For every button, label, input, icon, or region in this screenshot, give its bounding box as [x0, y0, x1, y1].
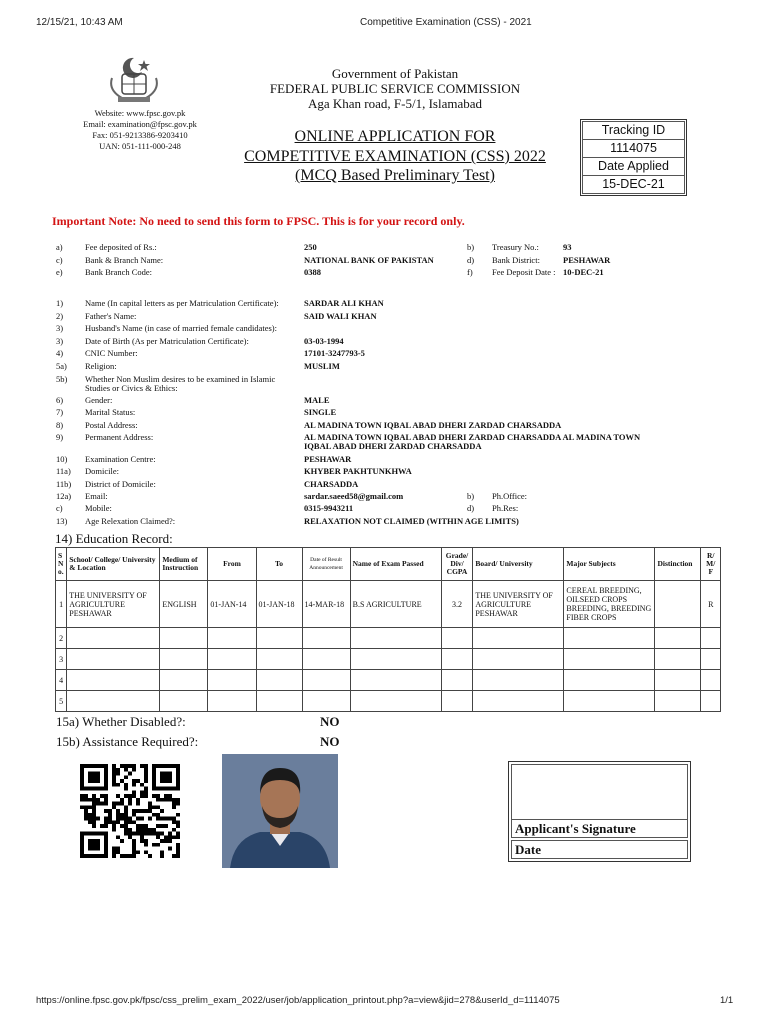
table-cell: 5 [56, 691, 67, 712]
field-key: 8) [56, 420, 64, 430]
table-cell: 2 [56, 628, 67, 649]
field-row [0, 432, 768, 451]
table-cell [564, 670, 655, 691]
fee-row [0, 255, 768, 265]
disabled-value: NO [320, 714, 340, 729]
table-cell [67, 628, 160, 649]
fee-key2: d) [467, 255, 475, 265]
table-cell [473, 691, 564, 712]
fee-row [0, 267, 768, 277]
gov-line3: Aga Khan road, F-5/1, Islamabad [307, 96, 482, 111]
assistance-value: NO [320, 734, 340, 749]
field-label2: Ph.Office: [492, 491, 528, 501]
table-cell [208, 691, 256, 712]
field-value: KHYBER PAKHTUNKHWA [304, 466, 412, 476]
table-cell [701, 670, 721, 691]
field-key2: b) [467, 491, 475, 501]
table-cell [564, 649, 655, 670]
table-cell [655, 649, 701, 670]
gov-line2: FEDERAL PUBLIC SERVICE COMMISSION [269, 81, 521, 96]
date-applied: 15-DEC-21 [582, 176, 685, 194]
print-page-title: Competitive Examination (CSS) - 2021 [360, 17, 532, 28]
field-label: Date of Birth (As per Matriculation Certificate): [85, 336, 249, 346]
field-row [0, 516, 768, 526]
education-table [55, 547, 721, 712]
table-cell [350, 691, 441, 712]
field-row [0, 466, 768, 476]
table-cell [208, 670, 256, 691]
field-key: 6) [56, 395, 64, 405]
signature-label: Applicant's Signature [511, 820, 688, 838]
signature-box [508, 761, 691, 862]
field-key: 2) [56, 311, 64, 321]
table-cell [350, 649, 441, 670]
table-cell [441, 670, 473, 691]
table-cell [564, 628, 655, 649]
table-cell [67, 691, 160, 712]
table-cell [473, 628, 564, 649]
field-value: RELAXATION NOT CLAIMED (WITHIN AGE LIMITS) [304, 516, 519, 526]
field-value: sardar.saeed58@gmail.com [304, 491, 404, 501]
fee-key2: b) [467, 242, 475, 252]
fee-key2: f) [467, 267, 473, 277]
table-cell [441, 649, 473, 670]
title-line1: ONLINE APPLICATION FOR [294, 128, 496, 145]
uan: UAN: 051-111-000-248 [99, 141, 181, 151]
field-value: SARDAR ALI KHAN [304, 298, 384, 308]
fee-key: e) [56, 267, 63, 277]
field-key: 11a) [56, 466, 71, 476]
table-cell [160, 670, 208, 691]
field-key: 12a) [56, 491, 72, 501]
field-row [0, 298, 768, 308]
education-heading: 14) Education Record: [55, 531, 173, 546]
col-school: School/ College/ University & Location [67, 548, 160, 581]
field-value: MALE [304, 395, 330, 405]
table-cell [473, 649, 564, 670]
title-line2: COMPETITIVE EXAMINATION (CSS) 2022 [244, 148, 546, 165]
field-label: Email: [85, 491, 108, 501]
col-exam: Name of Exam Passed [350, 548, 441, 581]
website: Website: www.fpsc.gov.pk [94, 108, 186, 118]
table-cell [350, 670, 441, 691]
table-row [56, 649, 721, 670]
field-value: SAID WALI KHAN [304, 311, 377, 321]
col-rmf: R/ M/ F [701, 548, 721, 581]
table-row [56, 691, 721, 712]
field-key: 3) [56, 336, 64, 346]
table-cell [256, 628, 302, 649]
table-row [56, 581, 721, 628]
field-row [0, 374, 768, 393]
field-key: 4) [56, 348, 64, 358]
table-cell [302, 691, 350, 712]
table-cell: B.S AGRICULTURE [350, 581, 441, 628]
tracking-id: 1114075 [582, 140, 685, 158]
table-cell [208, 649, 256, 670]
col-sno: S N o. [56, 548, 67, 581]
col-medium: Medium of Instruction [160, 548, 208, 581]
table-row [56, 670, 721, 691]
table-cell [160, 649, 208, 670]
field-row [0, 311, 768, 321]
field-value: 17101-3247793-5 [304, 348, 365, 358]
field-key: 3) [56, 323, 64, 333]
field-row [0, 479, 768, 489]
field-row [0, 407, 768, 417]
table-cell: THE UNIVERSITY OF AGRICULTURE PESHAWAR [67, 581, 160, 628]
table-cell [256, 670, 302, 691]
col-from: From [208, 548, 256, 581]
field-key2: d) [467, 503, 475, 513]
col-distinction: Distinction [655, 548, 701, 581]
field-row [0, 503, 768, 513]
field-key: 7) [56, 407, 64, 417]
table-cell: 4 [56, 670, 67, 691]
tracking-box [580, 119, 687, 196]
field-label: Father's Name: [85, 311, 137, 321]
print-datetime: 12/15/21, 10:43 AM [36, 17, 123, 28]
title-line3: (MCQ Based Preliminary Test) [295, 167, 495, 184]
fee-row [0, 242, 768, 252]
table-cell [564, 691, 655, 712]
fee-value2: PESHAWAR [563, 255, 611, 265]
fee-key: c) [56, 255, 63, 265]
fee-label: Fee deposited of Rs.: [85, 242, 157, 252]
fee-label2: Fee Deposit Date : [492, 267, 556, 277]
table-cell [701, 628, 721, 649]
field-row [0, 395, 768, 405]
table-cell: THE UNIVERSITY OF AGRICULTURE PESHAWAR [473, 581, 564, 628]
field-label: Postal Address: [85, 420, 138, 430]
print-page-count: 1/1 [720, 995, 734, 1006]
table-cell [67, 649, 160, 670]
table-cell [302, 670, 350, 691]
fee-label: Bank & Branch Name: [85, 255, 164, 265]
field-key: 11b) [56, 479, 72, 489]
table-cell [655, 581, 701, 628]
assistance-label: 15b) Assistance Required?: [56, 734, 199, 749]
table-cell [302, 649, 350, 670]
fee-value: NATIONAL BANK OF PAKISTAN [304, 255, 434, 265]
field-row [0, 491, 768, 501]
field-value: AL MADINA TOWN IQBAL ABAD DHERI ZARDAD CHARSADDA [304, 420, 562, 430]
table-cell [655, 670, 701, 691]
gov-line1: Government of Pakistan [331, 66, 459, 81]
field-value: CHARSADDA [304, 479, 359, 489]
tracking-id-label: Tracking ID [582, 121, 685, 140]
field-row [0, 361, 768, 371]
field-label: Mobile: [85, 503, 112, 513]
field-key: c) [56, 503, 63, 513]
table-cell [302, 628, 350, 649]
col-board: Board/ University [473, 548, 564, 581]
table-cell [208, 628, 256, 649]
col-grade: Grade/ Div/ CGPA [441, 548, 473, 581]
field-value: MUSLIM [304, 361, 340, 371]
field-value: SINGLE [304, 407, 337, 417]
field-label: Whether Non Muslim desires to be examined in Islamic [85, 374, 276, 384]
print-url: https://online.fpsc.gov.pk/fpsc/css_prelim_exam_2022/user/job/application_printout.php?a=view&jid=278&userId_d=1114075 [36, 995, 560, 1006]
field-value-cont: IQBAL ABAD DHERI ZARDAD CHARSADDA [304, 441, 482, 451]
field-key: 5b) [56, 374, 68, 384]
signature-area [511, 764, 688, 820]
col-result-date: Date of Result Announcement [302, 548, 350, 581]
field-label: CNIC Number: [85, 348, 138, 358]
field-value: AL MADINA TOWN IQBAL ABAD DHERI ZARDAD CHARSADDA AL MADINA TOWN [304, 432, 641, 442]
fee-label2: Bank District: [492, 255, 540, 265]
table-cell [655, 628, 701, 649]
fee-label2: Treasury No.: [492, 242, 539, 252]
field-value: 0315-9943211 [304, 503, 354, 513]
field-label: Name (In capital letters as per Matriculation Certificate): [85, 298, 279, 308]
applicant-photo [222, 754, 338, 868]
table-cell [441, 628, 473, 649]
table-cell [701, 691, 721, 712]
fee-value2: 93 [563, 242, 572, 252]
field-label: Examination Centre: [85, 454, 156, 464]
field-row [0, 420, 768, 430]
field-label-cont: Studies or Civics & Ethics: [85, 383, 178, 393]
field-label: Age Relexation Claimed?: [85, 516, 176, 526]
table-cell [473, 670, 564, 691]
field-label: Domicile: [85, 466, 119, 476]
field-value: 03-03-1994 [304, 336, 344, 346]
field-key: 9) [56, 432, 64, 442]
table-cell: 14-MAR-18 [302, 581, 350, 628]
table-cell [160, 628, 208, 649]
field-row [0, 336, 768, 346]
col-subjects: Major Subjects [564, 548, 655, 581]
date-label: Date [511, 840, 688, 859]
fee-value: 0388 [304, 267, 321, 277]
field-key: 13) [56, 516, 68, 526]
fax: Fax: 051-9213386-9203410 [92, 130, 188, 140]
field-label: Gender: [85, 395, 113, 405]
table-cell [160, 691, 208, 712]
table-cell: 3.2 [441, 581, 473, 628]
fee-key: a) [56, 242, 63, 252]
disabled-label: 15a) Whether Disabled?: [56, 714, 186, 729]
field-row [0, 454, 768, 464]
table-cell [350, 628, 441, 649]
qr-code [80, 764, 180, 858]
field-value: PESHAWAR [304, 454, 352, 464]
table-cell [701, 649, 721, 670]
field-row [0, 348, 768, 358]
col-to: To [256, 548, 302, 581]
table-cell: 1 [56, 581, 67, 628]
fee-label: Bank Branch Code: [85, 267, 153, 277]
table-cell: ENGLISH [160, 581, 208, 628]
field-label: Husband's Name (in case of married female candidates): [85, 323, 277, 333]
date-applied-label: Date Applied [582, 158, 685, 176]
fee-value: 250 [304, 242, 317, 252]
field-key: 1) [56, 298, 64, 308]
field-label2: Ph.Res: [492, 503, 519, 513]
table-cell [256, 649, 302, 670]
field-row [0, 323, 768, 333]
pakistan-emblem-icon [104, 54, 164, 106]
field-label: Religion: [85, 361, 117, 371]
table-cell [655, 691, 701, 712]
field-label: Marital Status: [85, 407, 136, 417]
field-label: District of Domicile: [85, 479, 156, 489]
table-cell: 01-JAN-14 [208, 581, 256, 628]
table-cell: 3 [56, 649, 67, 670]
table-cell [67, 670, 160, 691]
table-cell: CEREAL BREEDING, OILSEED CROPS BREEDING, BREEDING FIBER CROPS [564, 581, 655, 628]
table-cell: R [701, 581, 721, 628]
field-key: 10) [56, 454, 68, 464]
table-cell [441, 691, 473, 712]
important-note: Important Note: No need to send this form to FPSC. This is for your record only. [52, 214, 465, 228]
table-cell [256, 691, 302, 712]
table-row [56, 628, 721, 649]
email: Email: examination@fpsc.gov.pk [83, 119, 197, 129]
table-cell: 01-JAN-18 [256, 581, 302, 628]
field-label: Permanent Address: [85, 432, 154, 442]
fee-value2: 10-DEC-21 [563, 267, 604, 277]
field-key: 5a) [56, 361, 67, 371]
